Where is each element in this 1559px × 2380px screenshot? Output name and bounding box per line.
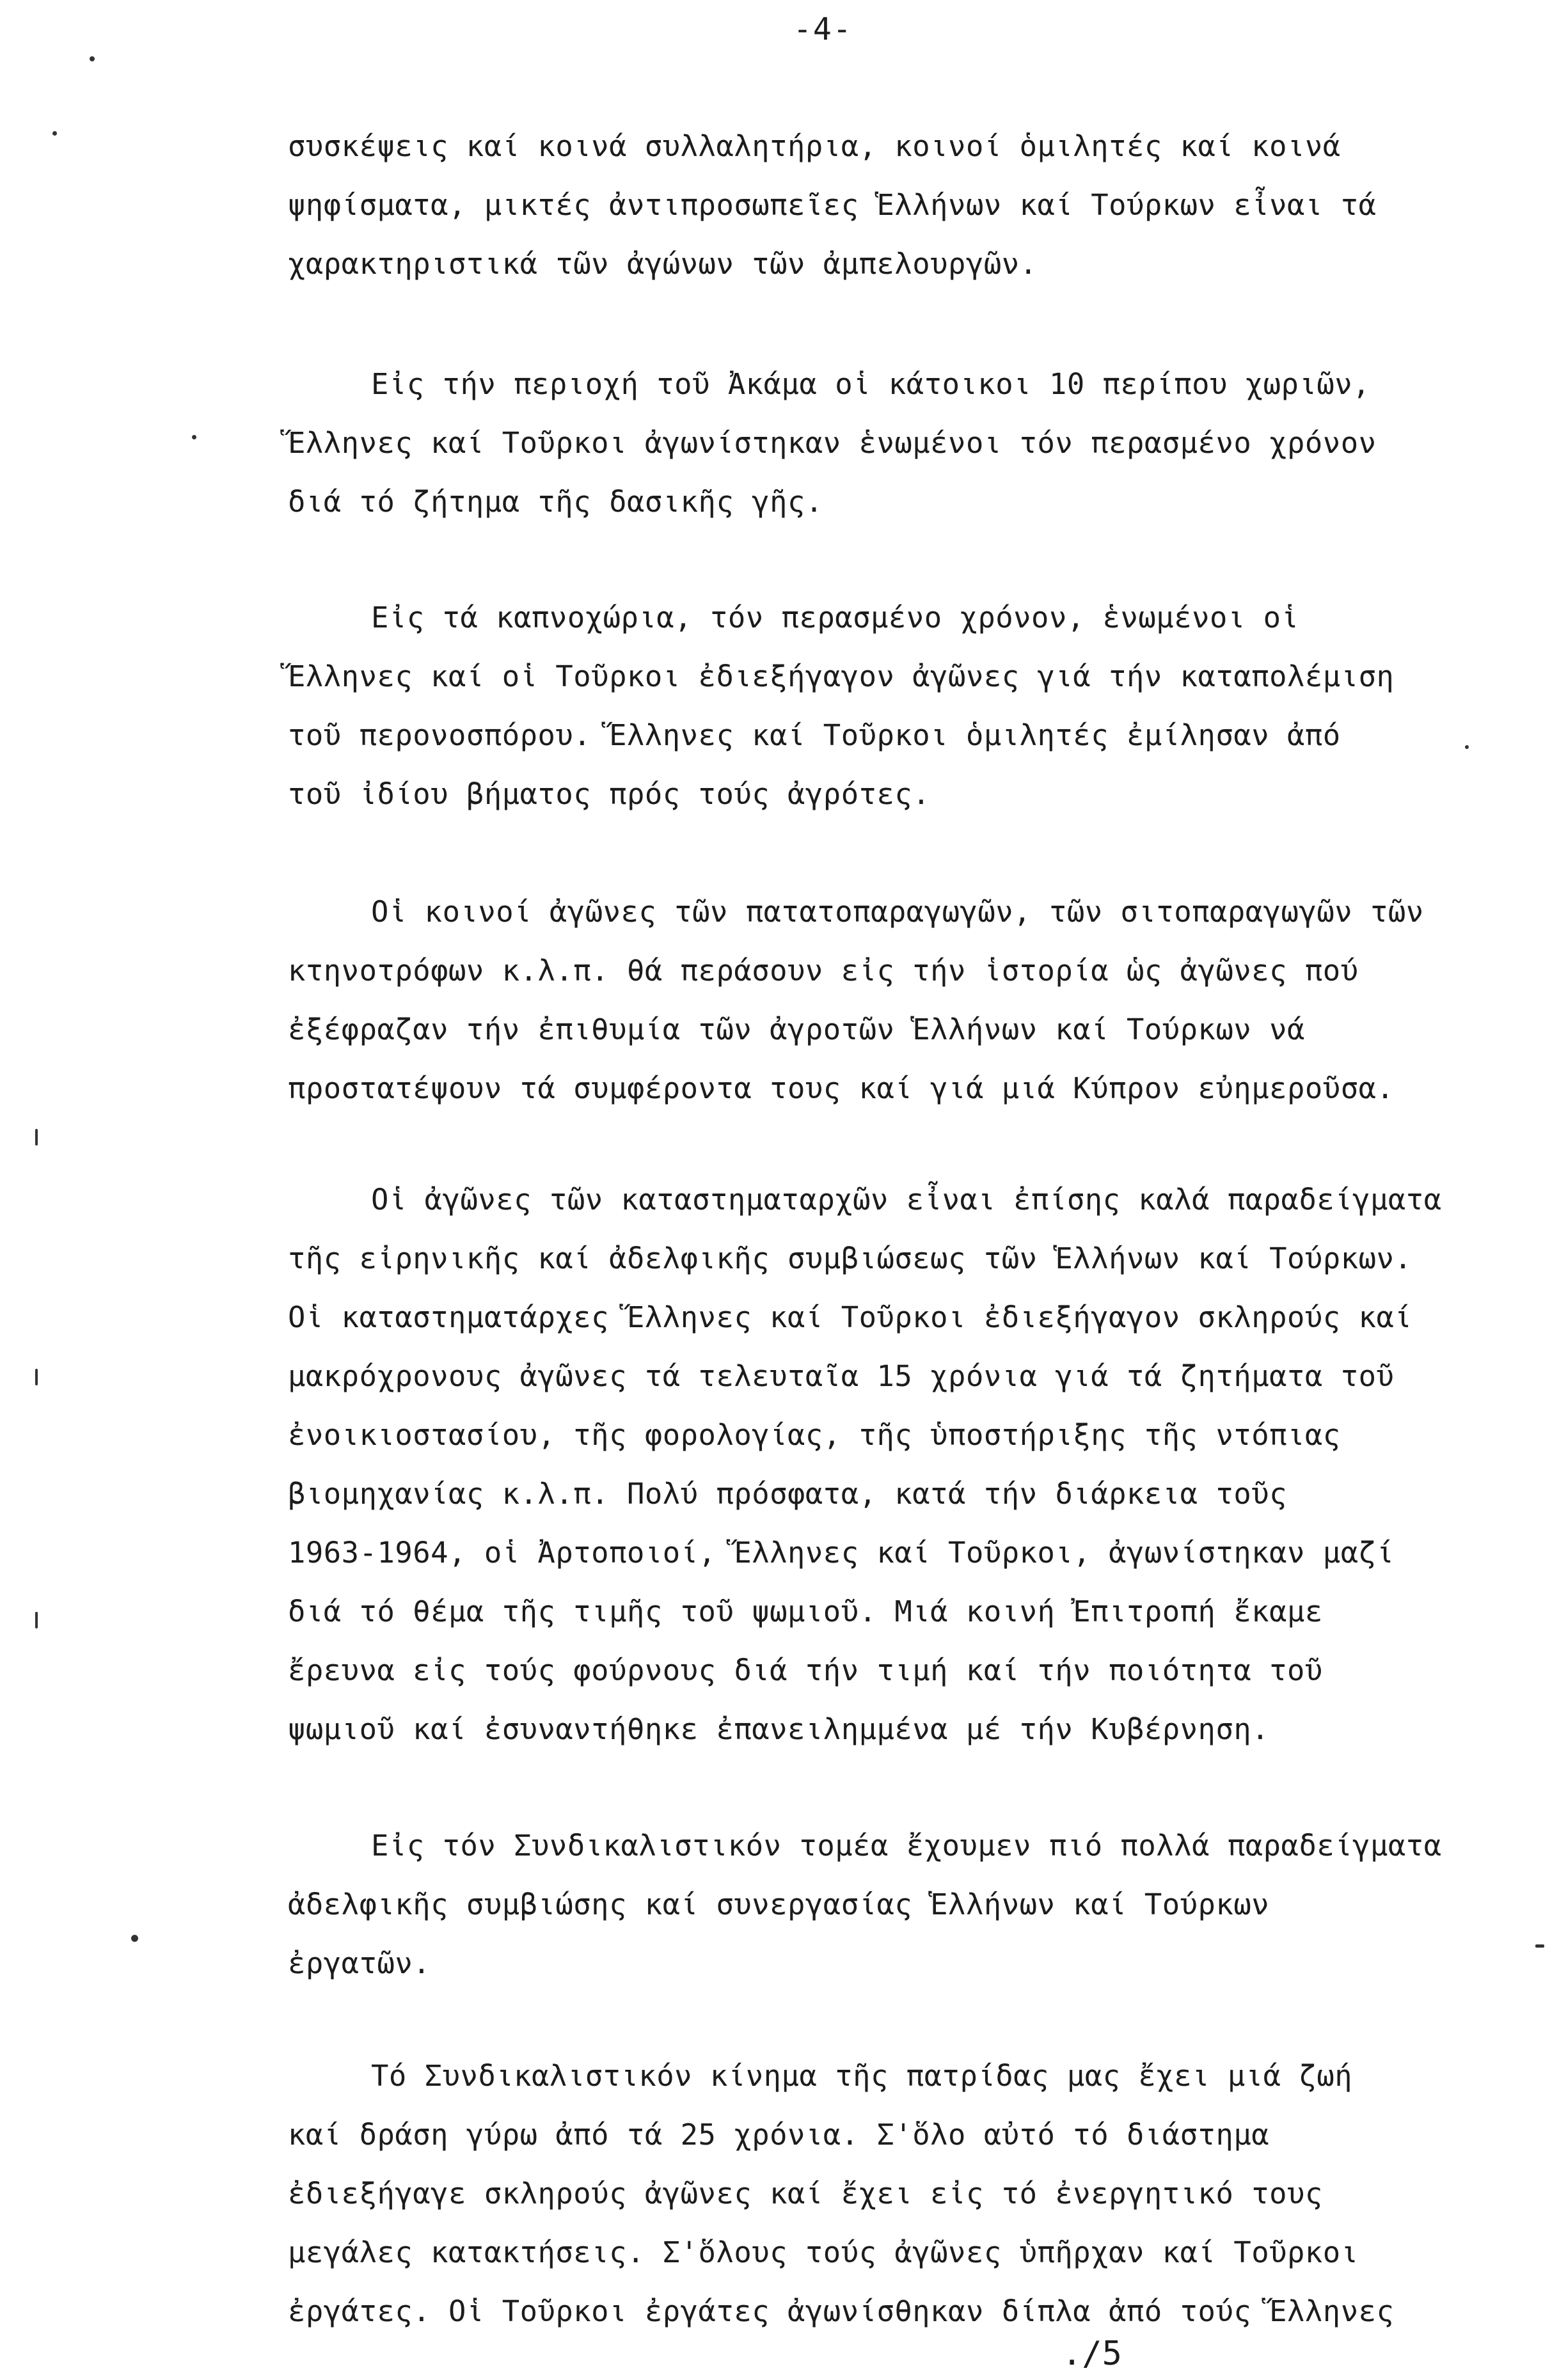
continuation-marker: ./5 (1062, 2335, 1122, 2373)
scan-speck (52, 131, 57, 136)
scan-speck (35, 1612, 38, 1628)
text-line: τοῦ περονοσπόρου. Ἕλληνες καί Τοῦρκοι ὁμιλητές ἐμίλησαν ἀπό (288, 718, 1341, 752)
text-line: Οἱ καταστηματάρχες Ἕλληνες καί Τοῦρκοι ἐδιεξήγαγον σκληρούς καί (288, 1300, 1413, 1334)
text-line: βιομηχανίας κ.λ.π. Πολύ πρόσφατα, κατά τήν διάρκεια τοῦς (288, 1477, 1288, 1511)
text-line: Οἱ κοινοί ἀγῶνες τῶν πατατοπαραγωγῶν, τῶν σιτοπαραγωγῶν τῶν (371, 895, 1424, 929)
text-line: ἀδελφικῆς συμβιώσης καί συνεργασίας Ἑλλήνων καί Τούρκων (288, 1887, 1270, 1921)
text-line: τοῦ ἰδίου βήματος πρός τούς ἀγρότες. (288, 777, 931, 811)
text-line: προστατέψουν τά συμφέροντα τους καί γιά μιά Κύπρον εὐημεροῦσα. (288, 1071, 1395, 1105)
paragraph (288, 2047, 1452, 2341)
scan-speck (90, 56, 95, 61)
scan-speck (35, 1369, 38, 1385)
paragraph (288, 355, 1452, 532)
text-line: Εἰς τήν περιοχή τοῦ Ἀκάμα οἱ κάτοικοι 10 περίπου χωριῶν, (371, 367, 1371, 401)
text-line: ἐργάτες. Οἱ Τοῦρκοι ἐργάτες ἀγωνίσθηκαν δίπλα ἀπό τούς Ἕλληνες (288, 2294, 1395, 2328)
text-line: διά τό ζήτημα τῆς δασικῆς γῆς. (288, 485, 823, 519)
text-line: διά τό θέμα τῆς τιμῆς τοῦ ψωμιοῦ. Μιά κοινή Ἐπιτροπή ἔκαμε (288, 1595, 1323, 1628)
scan-speck (1535, 1944, 1544, 1948)
text-line: Εἰς τόν Συνδικαλιστικόν τομέα ἔχουμεν πιό πολλά παραδείγματα (371, 1829, 1442, 1863)
text-line: ψωμιοῦ καί ἐσυναντήθηκε ἐπανειλημμένα μέ τήν Κυβέρνηση. (288, 1712, 1270, 1746)
scan-speck (35, 1129, 38, 1146)
text-line: συσκέψεις καί κοινά συλλαλητήρια, κοινοί ὁμιλητές καί κοινά (288, 129, 1341, 163)
text-line: καί δράση γύρω ἀπό τά 25 χρόνια. Σ'ὅλο αὐτό τό διάστημα (288, 2118, 1270, 2152)
scan-speck (1465, 745, 1469, 749)
text-line: μακρόχρονους ἀγῶνες τά τελευταῖα 15 χρόνια γιά τά ζητήματα τοῦ (288, 1359, 1395, 1393)
paragraph (288, 588, 1452, 824)
text-line: κτηνοτρόφων κ.λ.π. θά περάσουν εἰς τήν ἱστορία ὡς ἀγῶνες πού (288, 954, 1359, 988)
text-line: ἔρευνα εἰς τούς φούρνους διά τήν τιμή καί τήν ποιότητα τοῦ (288, 1653, 1323, 1687)
text-line: Εἰς τά καπνοχώρια, τόν περασμένο χρόνον, ἑνωμένοι οἱ (371, 601, 1299, 634)
text-line: ἐξέφραζαν τήν ἐπιθυμία τῶν ἀγροτῶν Ἑλλήνων καί Τούρκων νά (288, 1013, 1305, 1046)
text-line: Ἕλληνες καί οἱ Τοῦρκοι ἐδιεξήγαγον ἀγῶνες γιά τήν καταπολέμιση (288, 659, 1395, 693)
page-number: -4- (793, 12, 853, 47)
text-line: χαρακτηριστικά τῶν ἀγώνων τῶν ἀμπελουργῶν. (288, 247, 1038, 281)
scan-speck (192, 435, 196, 439)
paragraph (288, 1817, 1452, 1993)
text-line: ἐργατῶν. (288, 1946, 431, 1980)
text-line: 1963-1964, οἱ Ἀρτοποιοί, Ἕλληνες καί Τοῦρκοι, ἀγωνίστηκαν μαζί (288, 1536, 1395, 1570)
text-line: Ἕλληνες καί Τοῦρκοι ἀγωνίστηκαν ἑνωμένοι τόν περασμένο χρόνον (288, 426, 1377, 460)
text-line: Τό Συνδικαλιστικόν κίνημα τῆς πατρίδας μας ἔχει μιά ζωή (371, 2059, 1353, 2093)
paragraph (288, 883, 1452, 1118)
text-line: Οἱ ἀγῶνες τῶν καταστηματαρχῶν εἶναι ἐπίσης καλά παραδείγματα (371, 1183, 1442, 1217)
scan-speck (131, 1935, 138, 1942)
text-line: τῆς εἰρηνικῆς καί ἀδελφικῆς συμβιώσεως τῶν Ἑλλήνων καί Τούρκων. (288, 1241, 1413, 1275)
paragraph (288, 1170, 1452, 1759)
text-line: ἐδιεξήγαγε σκληρούς ἀγῶνες καί ἔχει εἰς τό ἐνεργητικό τους (288, 2177, 1323, 2211)
paragraph (288, 117, 1452, 294)
text-line: ἐνοικιοστασίου, τῆς φορολογίας, τῆς ὑποστήριξης τῆς ντόπιας (288, 1418, 1341, 1452)
text-line: μεγάλες κατακτήσεις. Σ'ὅλους τούς ἀγῶνες ὑπῆρχαν καί Τοῦρκοι (288, 2235, 1359, 2269)
text-line: ψηφίσματα, μικτές ἀντιπροσωπεῖες Ἑλλήνων καί Τούρκων εἶναι τά (288, 188, 1377, 222)
